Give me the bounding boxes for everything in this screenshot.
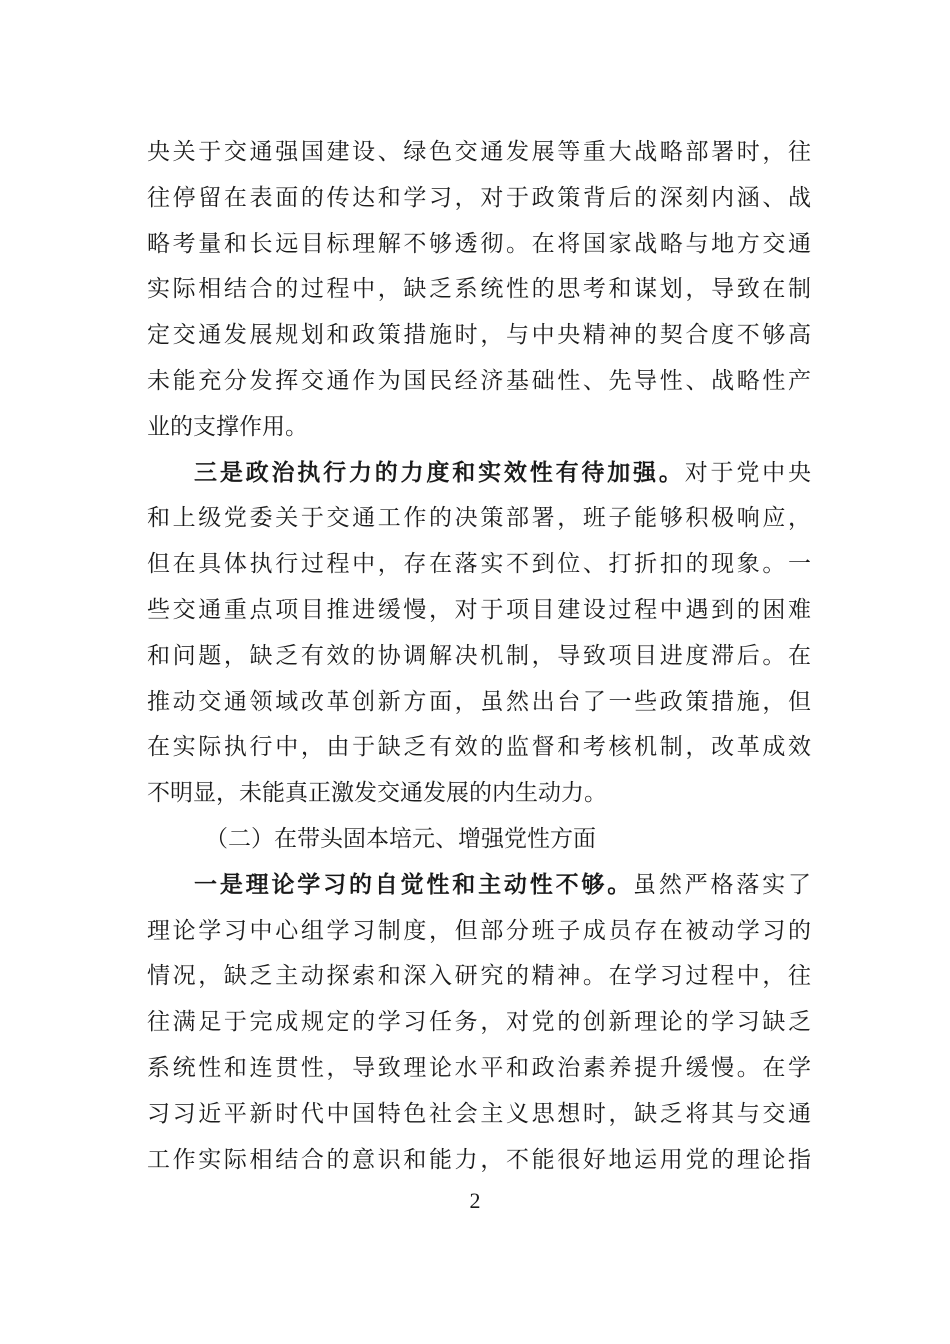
text-line: 往停留在表面的传达和学习，对于政策背后的深刻内涵、战 bbox=[147, 184, 811, 211]
paragraph-heading: 一是理论学习的自觉性和主动性不够。 bbox=[194, 871, 634, 898]
text-line: 和上级党委关于交通工作的决策部署，班子能够积极响应， bbox=[147, 505, 811, 532]
text-line: 理论学习中心组学习制度，但部分班子成员存在被动学习的 bbox=[147, 917, 811, 944]
text-line: 略考量和长远目标理解不够透彻。在将国家战略与地方交通 bbox=[147, 230, 811, 257]
section-heading: （二）在带头固本培元、增强党性方面 bbox=[205, 825, 596, 852]
text-line: 业的支撑作用。 bbox=[147, 413, 308, 440]
text-line: 和问题，缺乏有效的协调解决机制，导致项目进度滞后。在 bbox=[147, 642, 811, 669]
text-line: 工作实际相结合的意识和能力，不能很好地运用党的理论指 bbox=[147, 1146, 811, 1173]
paragraph-heading-line bbox=[147, 863, 811, 909]
text-line: 往满足于完成规定的学习任务，对党的创新理论的学习缺乏 bbox=[147, 1009, 811, 1036]
text-line: 不明显，未能真正激发交通发展的内生动力。 bbox=[147, 780, 607, 807]
paragraph-heading: 三是政治执行力的力度和实效性有待加强。 bbox=[194, 459, 685, 486]
text-line: 推动交通领域改革创新方面，虽然出台了一些政策措施，但 bbox=[147, 688, 811, 715]
body-text bbox=[147, 130, 811, 1183]
paragraph-heading-line bbox=[147, 451, 811, 497]
text-line: 情况，缺乏主动探索和深入研究的精神。在学习过程中，往 bbox=[147, 963, 811, 990]
text-line: 但在具体执行过程中，存在落实不到位、打折扣的现象。一 bbox=[147, 551, 811, 578]
text-line: 实际相结合的过程中，缺乏系统性的思考和谋划，导致在制 bbox=[147, 276, 811, 303]
text-line: 央关于交通强国建设、绿色交通发展等重大战略部署时，往 bbox=[147, 139, 811, 165]
text-run: 虽然严格落实了 bbox=[633, 871, 812, 898]
text-line: 些交通重点项目推进缓慢，对于项目建设过程中遇到的困难 bbox=[147, 596, 811, 623]
text-line: 习习近平新时代中国特色社会主义思想时，缺乏将其与交通 bbox=[147, 1100, 811, 1127]
text-run: 对于党中央 bbox=[684, 459, 812, 486]
text-line: 系统性和连贯性，导致理论水平和政治素养提升缓慢。在学 bbox=[147, 1054, 811, 1081]
text-line: 未能充分发挥交通作为国民经济基础性、先导性、战略性产 bbox=[147, 367, 811, 394]
text-line: 在实际执行中，由于缺乏有效的监督和考核机制，改革成效 bbox=[147, 734, 811, 761]
page-number: 2 bbox=[469, 1188, 481, 1213]
text-line: 定交通发展规划和政策措施时，与中央精神的契合度不够高 bbox=[147, 322, 811, 349]
